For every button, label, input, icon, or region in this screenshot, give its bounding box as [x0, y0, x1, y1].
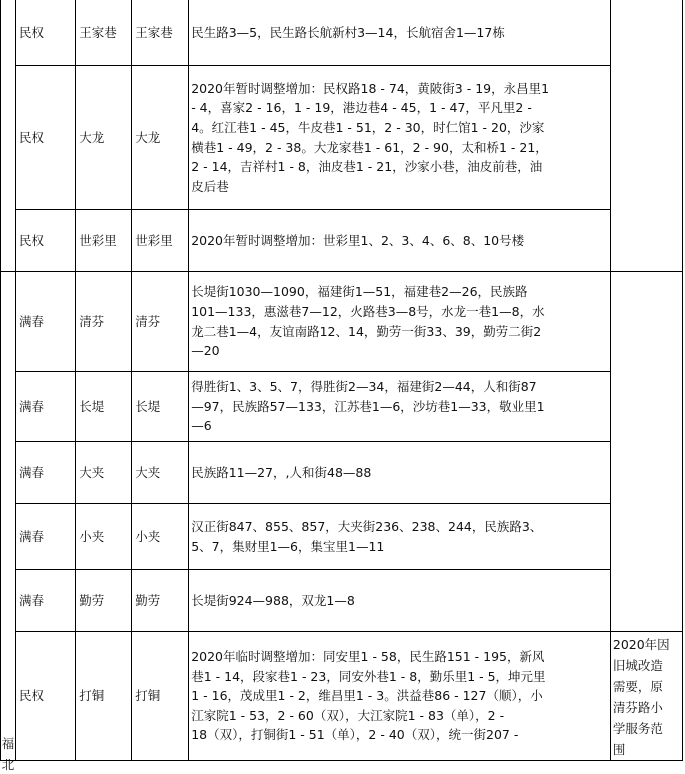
- table-row: [1, 632, 683, 761]
- station-name-cell: 王家巷: [132, 0, 189, 66]
- address-range-cell: 民生路3—5，民生路长航新村3—14，长航宿舍1—17栋: [189, 0, 611, 66]
- address-range-cell: 2020年暂时调整增加：世彩里1、2、3、4、6、8、10号楼: [189, 210, 611, 272]
- district-cell: 满春: [16, 272, 76, 372]
- table-row: [1, 0, 683, 66]
- remark-cell-empty: [610, 272, 682, 632]
- address-range-cell: 2020年暂时调整增加：民权路18 - 74，黄陂街3 - 19，永昌里1 - 4，喜家2 - 16，1 - 19，港边巷4 - 45，1 - 47，平凡里2 - 4。红江巷1 - 45，牛皮巷1 - 51，2 - 30，时仁馆1 - 20，沙家 横巷1 - 49，2 - 38。大龙家巷1 - 61，2 - 90，太和桥1 - 21， 2 - 14，吉祥村1 - 8，油皮巷1 - 21，沙家小巷，油皮前巷，油 皮后巷: [189, 66, 611, 210]
- station-cell: 大夹: [76, 442, 132, 504]
- station-cell: 清芬: [76, 272, 132, 372]
- group-cell: [1, 272, 16, 772]
- station-name-cell: 大龙: [132, 66, 189, 210]
- station-cell: 打铜: [76, 632, 132, 761]
- table-row: [1, 66, 683, 210]
- station-cell: 王家巷: [76, 0, 132, 66]
- district-cell: 满春: [16, 372, 76, 442]
- address-range-cell: 长堤街924—988，双龙1—8: [189, 570, 611, 632]
- remark-cell: 2020年因 旧城改造 需要，原 清芬路小 学服务范 围: [610, 632, 682, 761]
- district-cell: 满春: [16, 570, 76, 632]
- table-row: [1, 210, 683, 272]
- address-range-cell: 民族路11—27，,人和街48—88: [189, 442, 611, 504]
- station-cell: 大龙: [76, 66, 132, 210]
- table-row: [1, 372, 683, 442]
- station-name-cell: 大夹: [132, 442, 189, 504]
- station-name-cell: 世彩里: [132, 210, 189, 272]
- group-cell-top: [1, 0, 16, 272]
- address-range-cell: 得胜街1、3、5、7，得胜街2—34，福建街2—44，人和街87 —97，民族路57—133，江苏巷1—6，沙坊巷1—33，敬业里1 —6: [189, 372, 611, 442]
- district-cell: 民权: [16, 632, 76, 761]
- table-row: [1, 570, 683, 632]
- remark-cell-top: [610, 0, 682, 272]
- station-cell: 世彩里: [76, 210, 132, 272]
- table-row: [1, 272, 683, 372]
- district-cell: 民权: [16, 210, 76, 272]
- district-cell: 满春: [16, 504, 76, 570]
- table-row: [1, 504, 683, 570]
- district-cell: 民权: [16, 66, 76, 210]
- group-label-first: 福: [1, 736, 15, 751]
- address-range-cell: 长堤街1030—1090，福建街1—51，福建巷2—26，民族路 101—133，惠滋巷7—12，火路巷3—8号，水龙一巷1—8，水 龙二巷1—4，友谊南路12、14，勤劳一街33、39，勤劳二街2 —20: [189, 272, 611, 372]
- district-cell: 民权: [16, 0, 76, 66]
- station-cell: 勤劳: [76, 570, 132, 632]
- table-row: [1, 442, 683, 504]
- station-cell: 长堤: [76, 372, 132, 442]
- station-name-cell: 清芬: [132, 272, 189, 372]
- district-cell: 满春: [16, 442, 76, 504]
- station-name-cell: 勤劳: [132, 570, 189, 632]
- station-name-cell: 打铜: [132, 632, 189, 761]
- station-cell: 小夹: [76, 504, 132, 570]
- station-name-cell: 小夹: [132, 504, 189, 570]
- address-range-cell: 2020年临时调整增加：同安里1 - 58，民生路151 - 195，新风 巷1 - 14，段家巷1 - 23，同安外巷1 - 8，勤乐里1 - 5，坤元里 1 - 16，茂成里1 - 2，维昌里1 - 3。洪益巷86 - 127（顺），小 江家院1 - 53，2 - 60（双），大江家院1 - 83（单），2 - 18（双），打铜街1 - 51（单），2 - 40（双），统一街207 -: [189, 632, 611, 761]
- address-range-cell: 汉正街847、855、857，大夹街236、238、244，民族路3、 5、7，集财里1—6，集宝里1—11: [189, 504, 611, 570]
- group-label-second: 北: [1, 757, 15, 772]
- station-name-cell: 长堤: [132, 372, 189, 442]
